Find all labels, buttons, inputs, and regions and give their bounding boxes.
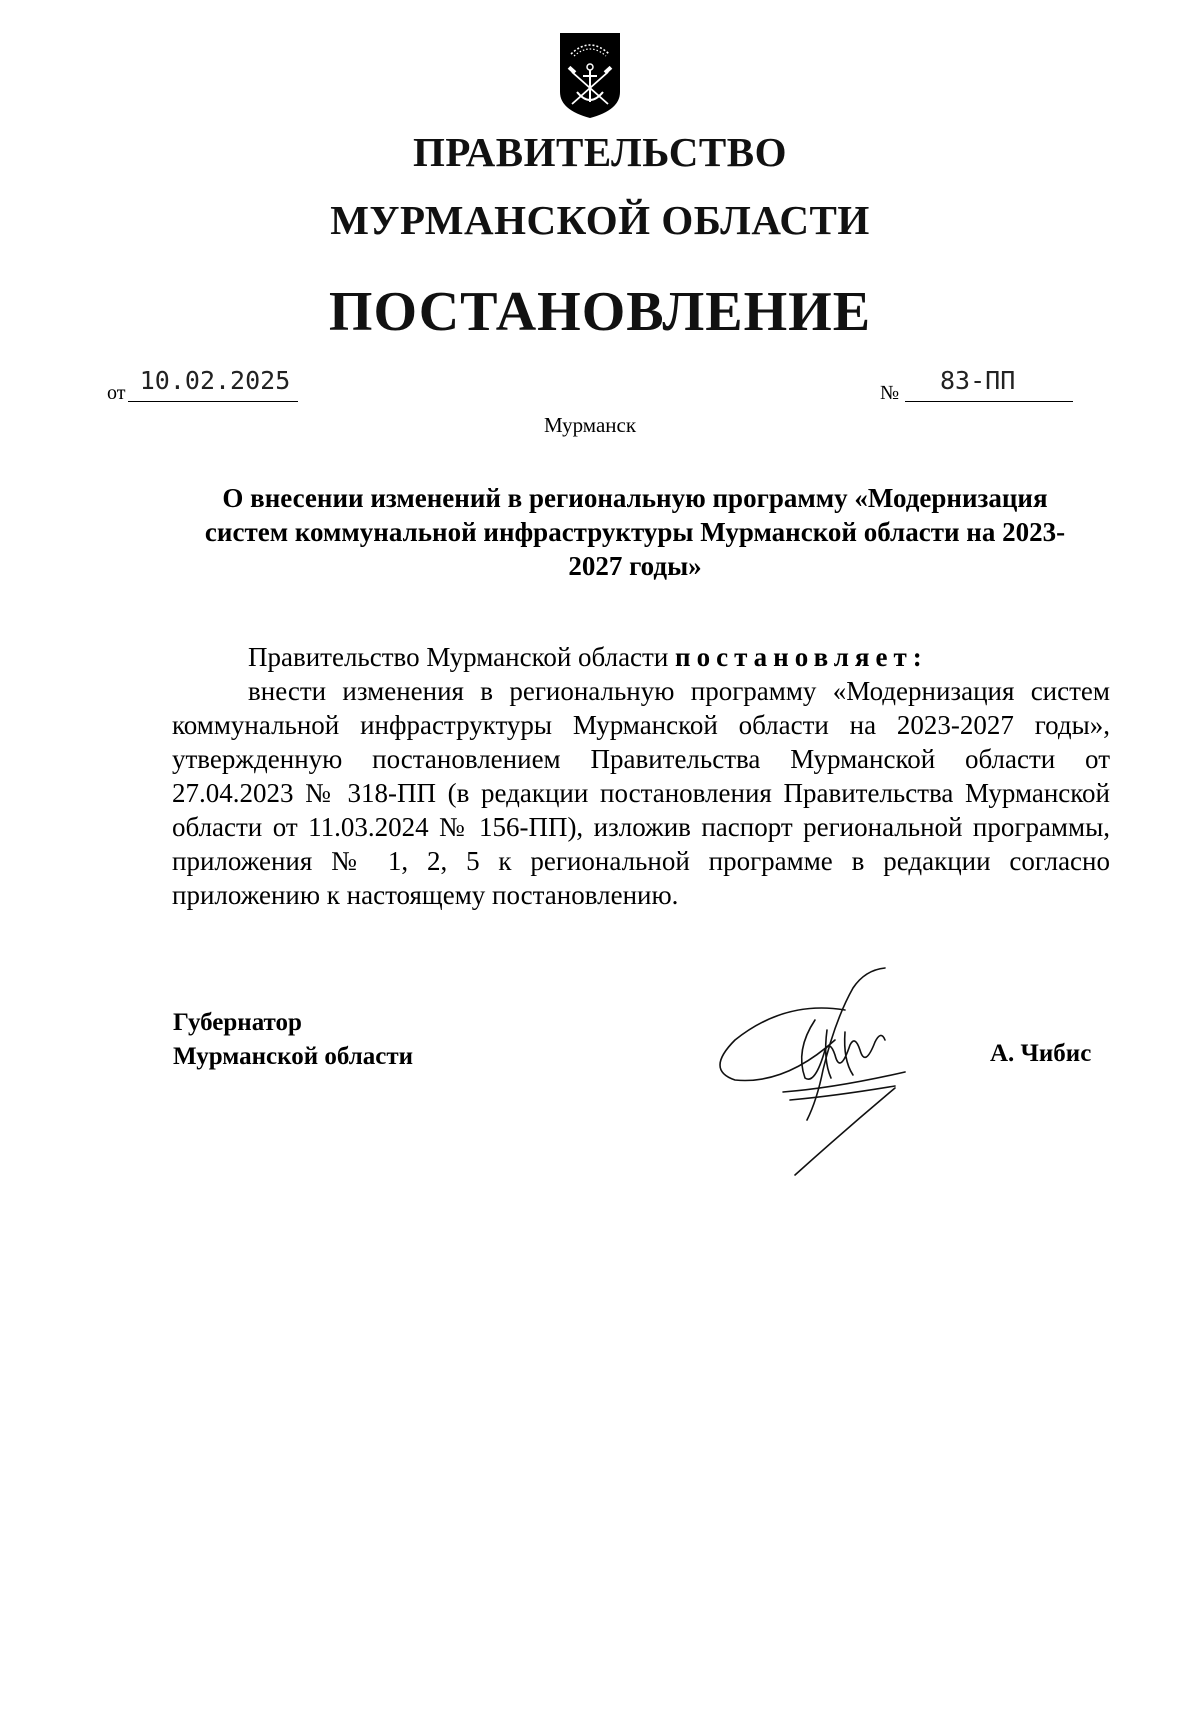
organization-name-line1: ПРАВИТЕЛЬСТВО (412, 129, 788, 175)
document-body (172, 640, 1110, 912)
signer-position-line2: Мурманской области (173, 1043, 414, 1070)
document-number: 83-ПП (940, 366, 1016, 395)
coat-of-arms-icon (557, 30, 623, 120)
city: Мурманск (543, 413, 637, 437)
signer-position-line1: Губернатор (173, 1009, 302, 1036)
signer-name: А. Чибис (990, 1040, 1092, 1067)
date-prefix: от (107, 382, 126, 404)
number-underline (905, 401, 1073, 402)
intro-prefix: Правительство Мурманской области (248, 642, 676, 672)
intro-paragraph (172, 640, 1110, 674)
document-title: О внесении изменений в региональную программу «Модернизация систем коммунальной инфраструктуры Мурманской области на 2023-2027 годы» (204, 483, 1066, 581)
decides-word: постановляет: (675, 642, 928, 672)
organization-name-line2: МУРМАНСКОЙ ОБЛАСТИ (330, 197, 870, 243)
number-prefix: № (880, 382, 900, 404)
document-date: 10.02.2025 (139, 366, 291, 395)
signer-position (173, 1006, 413, 1074)
date-underline (128, 401, 298, 402)
handwritten-signature (695, 960, 935, 1180)
body-paragraph: внести изменения в региональную программу «Модернизация систем коммунальной инфраструктуры Мурманской области на 2023-2027 годы», утвержденную постановлением Правительства Мурманской области от 27.04.2023 № 318-ПП (в редакции постановления Правительства Мурманской области от 11.03.2024 № 156-ПП), изложив паспорт региональной программы, приложения № 1, 2, 5 к региональной программе в редакции согласно приложению к настоящему постановлению. (172, 676, 1110, 910)
document-type: ПОСТАНОВЛЕНИЕ (328, 281, 872, 343)
